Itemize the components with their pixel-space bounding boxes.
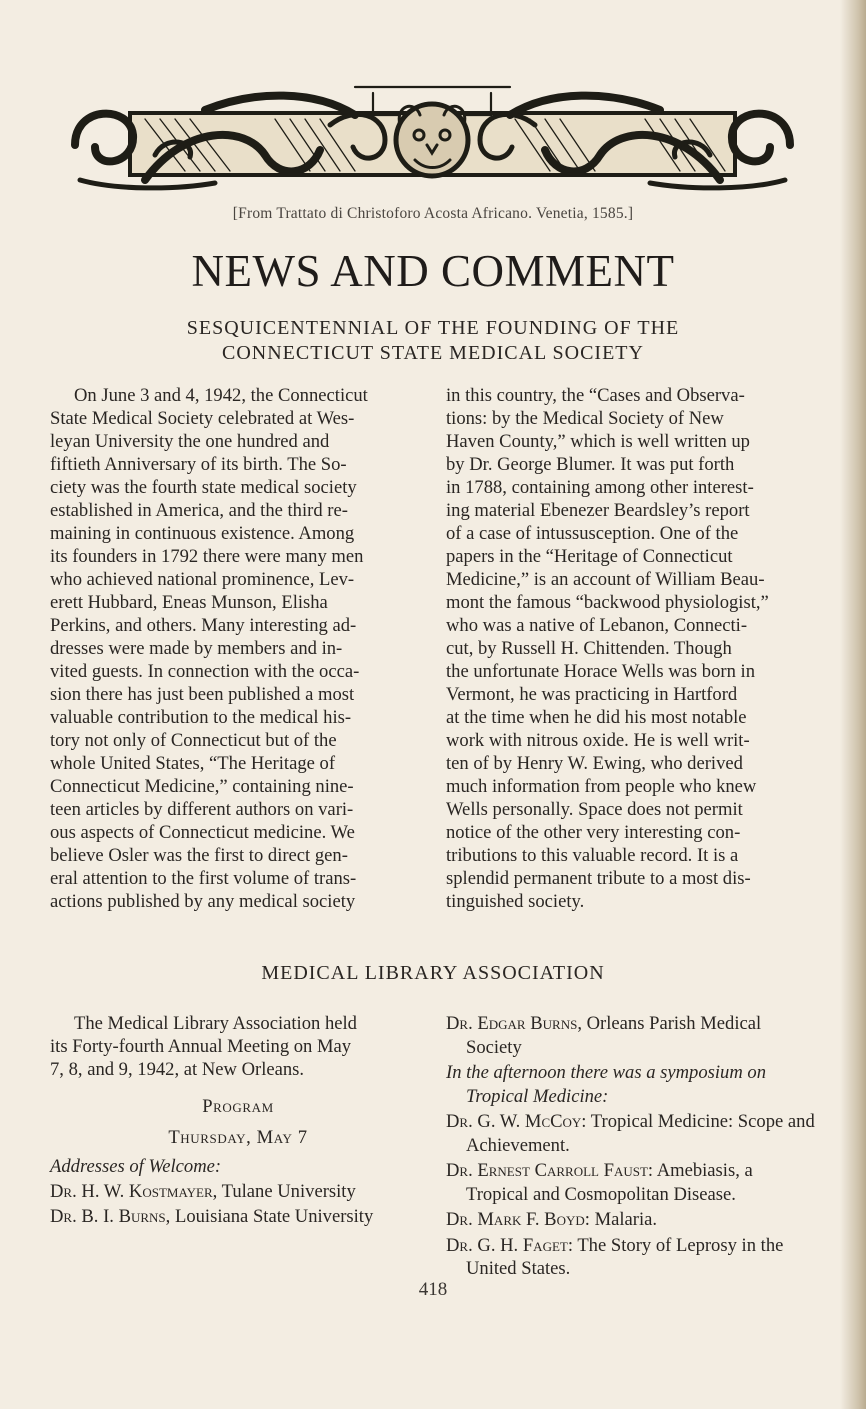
- text-line: work with nitrous oxide. He is well writ-: [446, 730, 750, 751]
- text-line: eral attention to the first volume of trans-: [50, 868, 357, 889]
- text-line: fiftieth Anniversary of its birth. The So-: [50, 454, 347, 475]
- text-line: The Medical Library Association held: [74, 1013, 357, 1034]
- speaker-name: Dr. B. I. Burns,: [50, 1206, 171, 1227]
- text-line: sion there has just been published a most: [50, 684, 355, 705]
- program-entry: [50, 1180, 426, 1203]
- text-line: established in America, and the third re-: [50, 500, 348, 521]
- text-line: dresses were made by members and in-: [50, 638, 343, 659]
- text-line: tory not only of Connecticut but of the: [50, 730, 337, 751]
- text-line: leyan University the one hundred and: [50, 431, 330, 452]
- program-entry: [446, 1234, 818, 1281]
- text-line: in 1788, containing among other interest-: [446, 477, 754, 498]
- text-line: cut, by Russell H. Chittenden. Though: [446, 638, 732, 659]
- article-column-right: [446, 384, 818, 913]
- speaker-topic: Tulane University: [221, 1181, 356, 1202]
- speaker-topic: Tropical Medicine: Scope and Achievement.: [466, 1111, 815, 1156]
- text-line: much information from people who knew: [446, 776, 757, 797]
- text-line: actions published by any medical society: [50, 891, 356, 912]
- text-line: of a case of intussusception. One of the: [446, 523, 739, 544]
- text-line: ing material Ebenezer Beardsley’s report: [446, 500, 750, 521]
- text-line: erett Hubbard, Eneas Munson, Elisha: [50, 592, 328, 613]
- text-line: tions: by the Medical Society of New: [446, 408, 724, 429]
- program-entry: [446, 1208, 818, 1232]
- article-paragraph-right: [446, 384, 818, 913]
- speaker-topic: The Story of Leprosy in the United States.: [466, 1234, 784, 1279]
- text-line: splendid permanent tribute to a most dis-: [446, 868, 751, 889]
- left-entries: [50, 1180, 426, 1228]
- text-line: ciety was the fourth state medical society: [50, 477, 357, 498]
- text-line: mont the famous “backwood physiologist,”: [446, 592, 769, 613]
- mla-intro: [50, 1012, 426, 1081]
- mla-column-left: [50, 1012, 426, 1228]
- text-line: Perkins, and others. Many interesting ad-: [50, 615, 357, 636]
- text-line: Haven County,” which is well written up: [446, 431, 750, 452]
- text-line: On June 3 and 4, 1942, the Connecticut: [74, 385, 368, 406]
- text-line: the unfortunate Horace Wells was born in: [446, 661, 755, 682]
- text-line: maining in continuous existence. Among: [50, 523, 355, 544]
- headpiece-caption: [From Trattato di Christoforo Acosta Africano. Venetia, 1585.]: [232, 205, 634, 222]
- speaker-topic: Orleans Parish Medical Society: [466, 1013, 762, 1058]
- text-line: in this country, the “Cases and Observa-: [446, 385, 745, 406]
- program-entry: [50, 1205, 426, 1228]
- text-line: papers in the “Heritage of Connecticut: [446, 546, 733, 567]
- text-line: by Dr. George Blumer. It was put forth: [446, 454, 735, 475]
- mla-column-right: [446, 1012, 818, 1281]
- section-heading-connecticut: [100, 316, 766, 366]
- speaker-name: Dr. G. W. McCoy:: [446, 1111, 587, 1132]
- text-line: Connecticut Medicine,” containing nine-: [50, 776, 354, 797]
- speaker-name: Dr. G. H. Faget:: [446, 1234, 574, 1256]
- text-line: teen articles by different authors on vari-: [50, 799, 354, 820]
- page-number: 418: [418, 1279, 448, 1300]
- program-entry: [446, 1012, 818, 1059]
- text-line: Medicine,” is an account of William Beau-: [446, 569, 765, 590]
- program-entry: [446, 1159, 818, 1206]
- text-line: Wells personally. Space does not permit: [446, 799, 743, 820]
- text-line: 7, 8, and 9, 1942, at New Orleans.: [50, 1059, 305, 1080]
- section-heading-line-1: SESQUICENTENNIAL OF THE FOUNDING OF THE: [186, 317, 680, 339]
- speaker-topic: Louisiana State University: [174, 1206, 374, 1227]
- speaker-name: Dr. Mark F. Boyd:: [446, 1209, 590, 1230]
- text-line: vited guests. In connection with the occa-: [50, 661, 360, 682]
- text-line: believe Osler was the first to direct gen-: [50, 845, 348, 866]
- text-line: its Forty-fourth Annual Meeting on May: [50, 1036, 352, 1057]
- speaker-name: Dr. Edgar Burns,: [446, 1013, 582, 1034]
- text-line: valuable contribution to the medical his-: [50, 707, 352, 728]
- text-line: ous aspects of Connecticut medicine. We: [50, 822, 355, 843]
- program-label: Program: [202, 1096, 274, 1117]
- article-column-left: [50, 384, 426, 913]
- page-title: NEWS AND COMMENT: [191, 246, 675, 296]
- speaker-topic: Malaria.: [594, 1209, 658, 1230]
- ornamental-headpiece-icon: [55, 85, 810, 203]
- text-line: its founders in 1792 there were many men: [50, 546, 364, 567]
- symposium-label: In the afternoon there was a symposium on Tropical Medicine:: [446, 1062, 767, 1107]
- text-line: tributions to this valuable record. It is a: [446, 845, 739, 866]
- program-entry: [446, 1110, 818, 1157]
- welcome-label: Addresses of Welcome:: [50, 1156, 222, 1177]
- text-line: who was a native of Lebanon, Connecti-: [446, 615, 748, 636]
- speaker-name: Dr. Ernest Carroll Faust:: [446, 1160, 654, 1181]
- speaker-name: Dr. H. W. Kostmayer,: [50, 1181, 218, 1202]
- section-heading-line-2: CONNECTICUT STATE MEDICAL SOCIETY: [222, 342, 644, 364]
- text-line: State Medical Society celebrated at Wes-: [50, 408, 355, 429]
- text-line: Vermont, he was practicing in Hartford: [446, 684, 738, 705]
- text-line: tinguished society.: [446, 891, 585, 912]
- section-heading-mla: MEDICAL LIBRARY ASSOCIATION: [261, 962, 605, 984]
- text-line: notice of the other very interesting con-: [446, 822, 741, 843]
- text-line: whole United States, “The Heritage of: [50, 753, 336, 774]
- article-paragraph-left: [50, 384, 426, 913]
- day-label: Thursday, May 7: [168, 1127, 308, 1148]
- speaker-topic: Amebiasis, a Tropical and Cosmopolitan Disease.: [466, 1160, 753, 1205]
- text-line: at the time when he did his most notable: [446, 707, 747, 728]
- text-line: who achieved national prominence, Lev-: [50, 569, 355, 590]
- text-line: ten of by Henry W. Ewing, who derived: [446, 753, 743, 774]
